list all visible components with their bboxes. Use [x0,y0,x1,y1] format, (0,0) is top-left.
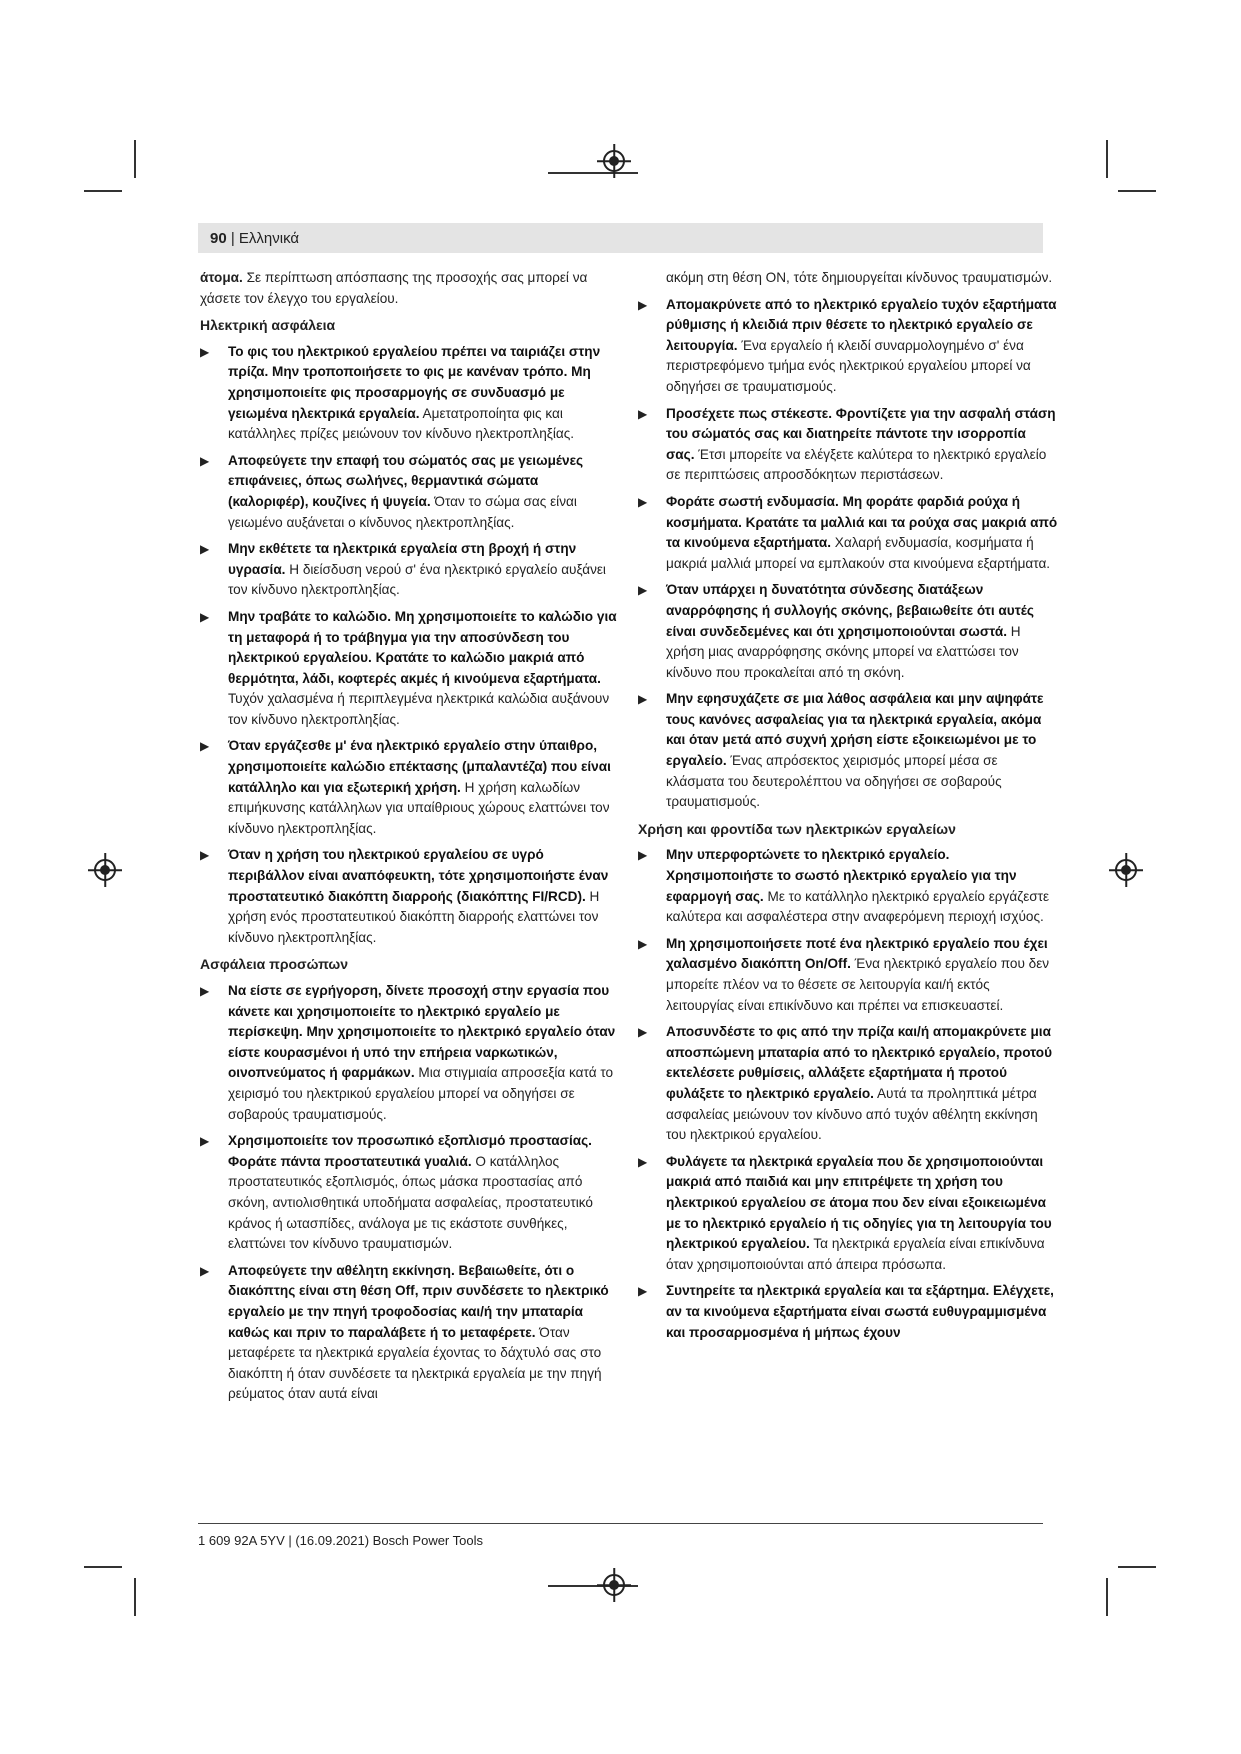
safety-item [638,1152,1058,1276]
header-separator: | [226,230,239,247]
bullet-arrow-icon: ▶ [638,583,648,598]
safety-item [200,736,620,839]
safety-item [638,404,1058,486]
left-column [200,268,620,1411]
item-text: Με το κατάλληλο ηλεκτρικό εργαλείο εργάζεστε καλύτερα και ασφαλέστερα στην αναφερόμενη περιοχή ισχύος. [666,888,1050,925]
registration-mark-icon [603,150,625,172]
bullet-arrow-icon: ▶ [200,1263,210,1278]
footer-divider [198,1523,1043,1524]
safety-item [200,342,620,445]
item-text: Η διείσδυση νερού σ' ένα ηλεκτρικό εργαλείο αυξάνει τον κίνδυνο ηλεκτροπληξίας. [228,561,606,598]
item-bold: Όταν η χρήση του ηλεκτρικού εργαλείου σε υγρό περιβάλλον είναι αναπόφευκτη, τότε χρησιμοποιήστε έναν προστατευτικό διακόπτη διαρροής (διακόπτης FI/RCD). [228,847,609,904]
item-text: Χαλαρή ενδυμασία, κοσμήματα ή μακριά μαλλιά μπορεί να εμπλακούν στα κινούμενα εξαρτήματα. [666,535,1051,571]
bullet-arrow-icon: ▶ [638,692,648,707]
bullet-arrow-icon: ▶ [200,848,210,863]
item-bold: Προσέχετε πως στέκεστε. Φροντίζετε για την ασφαλή στάση του σώματός σας και διατηρείτε πάντοτε την ισορροπία σας. [666,405,1056,462]
item-text: Η χρήση μιας αναρρόφησης σκόνης μπορεί να ελαττώσει τον κίνδυνο που προκαλείται από τη σκόνη. [666,623,1021,680]
item-bold: Μη χρησιμοποιήσετε ποτέ ένα ηλεκτρικό εργαλείο που έχει χαλασμένο διακόπτη On/Off. [666,935,1048,972]
item-bold: Αποσυνδέστε το φις από την πρίζα και/ή απομακρύνετε μια αποσπώμενη μπαταρία από το ηλεκτρικό εργαλείο, προτού εκτελέσετε ρυθμίσεις, αλλάξετε εξαρτήματα ή προτού φυλάξετε το ηλεκτρικό εργαλείο. [666,1024,1053,1101]
item-text: Η χρήση καλωδίων επιμήκυνσης κατάλληλων για υπαίθριους χώρους ελαττώνει τον κίνδυνο ηλεκτροπληξίας. [228,779,610,836]
bullet-arrow-icon: ▶ [638,1154,648,1169]
item-bold: Φοράτε σωστή ενδυμασία. Μη φοράτε φαρδιά ρούχα ή κοσμήματα. Κρατάτε τα μαλλιά και τα ρούχα σας μακριά από τα κινούμενα εξαρτήματα. [666,493,1058,551]
page-header-bar [198,223,1043,253]
item-text: Αμετατροποίητα φις και κατάλληλες πρίζες μειώνουν τον κίνδυνο ηλεκτροπληξίας. [228,405,575,442]
safety-item [200,451,620,533]
item-text: Ένα ηλεκτρικό εργαλείο που δεν μπορείτε πλέον να το θέσετε σε λειτουργία και/ή εκτός λειτουργίας είναι επικίνδυνο και πρέπει να επισκευαστεί. [666,956,1050,1013]
bullet-arrow-icon: ▶ [200,542,210,557]
item-text: Αυτά τα προληπτικά μέτρα ασφαλείας μειώνουν τον κίνδυνο από τυχόν αθέλητη εκκίνηση του ηλεκτρικού εργαλείου. [666,1085,1038,1143]
item-bold: Μην εκθέτετε τα ηλεκτρικά εργαλεία στη βροχή ή στην υγρασία. [228,541,577,577]
bullet-arrow-icon: ▶ [200,1134,210,1149]
item-bold: Συντηρείτε τα ηλεκτρικά εργαλεία και τα εξάρτημα. Ελέγχετε, αν τα κινούμενα εξαρτήματα είναι σωστά ευθυγραμμισμένα και προσαρμοσμένα ή μήπως έχουν [666,1283,1054,1340]
item-bold: Το φις του ηλεκτρικού εργαλείου πρέπει να ταιριάζει στην πρίζα. Μην τροποποιήσετε το φις με κανέναν τρόπο. Μη χρησιμοποιείτε φις προσαρμογής σε συνδυασμό με γειωμένα ηλεκτρικά εργαλεία. [228,343,601,421]
crop-mark [1118,190,1156,192]
intro-paragraph [200,268,620,309]
crop-mark [1106,1578,1108,1616]
crop-mark [548,172,638,174]
intro-text: Σε περίπτωση απόσπασης της προσοχής σας μπορεί να χάσετε τον έλεγχο του εργαλείου. [200,270,588,306]
item-bold: Όταν υπάρχει η δυνατότητα σύνδεσης διατάξεων αναρρόφησης ή συλλογής σκόνης, βεβαιωθείτε ότι αυτές είναι συνδεδεμένες και ότι χρησιμοποιούνται σωστά. [666,582,1034,639]
item-text: Έτσι μπορείτε να ελέγξετε καλύτερα το ηλεκτρικό εργαλείο σε περιπτώσεις απροσδόκητων περιστάσεων. [666,446,1047,483]
registration-mark-icon [94,859,116,881]
page-footer: 1 609 92A 5YV | (16.09.2021) Bosch Power Tools [198,1533,483,1548]
item-bold: Μην τραβάτε το καλώδιο. Μη χρησιμοποιείτε το καλώδιο για τη μεταφορά ή το τράβηγμα για την αποσύνδεση του ηλεκτρικού εργαλείου. Κρατάτε το καλώδιο μακριά από θερμότητα, λάδι, κοφτερές ακμές ή κινούμενα εξαρτήματα. [228,608,617,686]
safety-item [200,981,620,1125]
bullet-arrow-icon: ▶ [638,494,648,509]
crop-mark [84,190,122,192]
section-heading-electrical-safety: Ηλεκτρική ασφάλεια [200,317,336,334]
item-bold: Μην εφησυχάζετε σε μια λάθος ασφάλεια και μην αψηφάτε τους κανόνες ασφαλείας για τα ηλεκτρικά εργαλεία, ακόμα και όταν μετά από συχνή χρήση είστε εξοικειωμένοι με το εργαλείο. [666,691,1044,769]
item-bold: Απομακρύνετε από το ηλεκτρικό εργαλείο τυχόν εξαρτήματα ρύθμισης ή κλειδιά πριν θέσετε το ηλεκτρικό εργαλείο σε λειτουργία. [666,296,1057,353]
bullet-arrow-icon: ▶ [638,406,648,421]
section-heading-tool-use-care: Χρήση και φροντίδα των ηλεκτρικών εργαλείων [638,820,956,837]
item-text: Τα ηλεκτρικά εργαλεία είναι επικίνδυνα όταν χρησιμοποιούνται από άπειρα πρόσωπα. [666,1236,1045,1272]
safety-item [638,1022,1058,1146]
item-text: Όταν το σώμα σας είναι γειωμένο αυξάνεται ο κίνδυνος ηλεκτροπληξίας. [228,493,577,530]
item-bold: Να είστε σε εγρήγορση, δίνετε προσοχή στην εργασία που κάνετε και χρησιμοποιείτε το ηλεκτρικό εργαλείο με περίσκεψη. Μην χρησιμοποιείτε το ηλεκτρικό εργαλείο όταν είστε κουρασμένοι ή υπό την επήρεια ναρκωτικών, οινοπνεύματος ή φαρμάκων. [228,983,616,1081]
safety-item [638,492,1058,574]
safety-item [200,845,620,948]
bullet-arrow-icon: ▶ [200,609,210,624]
item-bold: Μην υπερφορτώνετε το ηλεκτρικό εργαλείο. Χρησιμοποιήστε το σωστό ηλεκτρικό εργαλείο για την εφαρμογή σας. [666,847,1017,904]
crop-mark [1118,1566,1156,1568]
bullet-arrow-icon: ▶ [200,984,210,998]
bullet-arrow-icon: ▶ [638,297,648,312]
crop-mark [134,140,136,178]
continued-paragraph: ακόμη στη θέση ON, τότε δημιουργείται κίνδυνος τραυματισμών. [666,270,1053,285]
item-bold: Χρησιμοποιείτε τον προσωπικό εξοπλισμό προστασίας. Φοράτε πάντα προστατευτικά γυαλιά. [228,1133,592,1169]
page-number: 90 [210,230,227,247]
item-bold: Όταν εργάζεσθε μ' ένα ηλεκτρικό εργαλείο στην ύπαιθρο, χρησιμοποιείτε καλώδιο επέκτασης (μπαλαντέζα) που είναι κατάλληλο και για εξωτερική χρήση. [228,738,611,795]
safety-item [638,934,1058,1016]
bullet-arrow-icon: ▶ [638,1025,648,1040]
safety-item [200,607,620,731]
safety-item [638,580,1058,683]
safety-item [638,845,1058,927]
item-text: Ένας απρόσεκτος χειρισμός μπορεί μέσα σε κλάσματα του δευτερολέπτου να οδηγήσει σε σοβαρούς τραυματισμούς. [666,753,1002,810]
registration-mark-icon [1115,859,1137,881]
header-language: Ελληνικά [238,230,300,247]
item-text: Τυχόν χαλασμένα ή περιπλεγμένα ηλεκτρικά καλώδια αυξάνουν τον κίνδυνο ηλεκτροπληξίας. [228,691,610,727]
bullet-arrow-icon: ▶ [638,848,648,863]
item-bold: Αποφεύγετε την επαφή του σώματός σας με γειωμένες επιφάνειες, όπως σωλήνες, θερμαντικά σώματα (καλοριφέρ), κουζίνες ή ψυγεία. [228,452,584,509]
bullet-arrow-icon: ▶ [200,453,210,468]
safety-item [200,1131,620,1255]
section-heading-personal-safety: Ασφάλεια προσώπων [200,956,349,973]
crop-mark [84,1566,122,1568]
item-text: Μια στιγμιαία απροσεξία κατά το χειρισμό του ηλεκτρικού εργαλείου μπορεί να οδηγήσει σε σοβαρούς τραυματισμούς. [228,1065,614,1122]
page-header [210,230,299,247]
bullet-arrow-icon: ▶ [638,1284,648,1299]
crop-mark [1106,140,1108,178]
safety-item [200,539,620,601]
intro-bold: άτομα. [200,270,243,285]
crop-mark [134,1578,136,1616]
safety-item [638,295,1058,398]
safety-item [200,1261,620,1405]
item-text: Ο κατάλληλος προστατευτικός εξοπλισμός, όπως μάσκα προστασίας από σκόνη, αντιολισθητικά υποδήματα ασφαλείας, προστατευτικό κράνος ή ωτασπίδες, ανάλογα με τις εκάστοτε συνθήκες, ελαττώνει τον κίνδυνο τραυματισμών. [228,1153,593,1252]
safety-item [638,1281,1058,1343]
item-bold: Φυλάγετε τα ηλεκτρικά εργαλεία που δε χρησιμοποιούνται μακριά από παιδιά και μην επιτρέψετε τη χρήση του ηλεκτρικού εργαλείου σε άτομα που δεν είναι εξοικειωμένα με το ηλεκτρικό εργαλείο ή τις οδηγίες για τη λειτουργία του ηλεκτρικού εργαλείου. [666,1153,1052,1252]
bullet-arrow-icon: ▶ [638,936,648,951]
registration-mark-icon [603,1574,625,1596]
item-text: Η χρήση ενός προστατευτικού διακόπτη διαρροής ελαττώνει τον κίνδυνο ηλεκτροπληξίας. [228,888,600,945]
bullet-arrow-icon: ▶ [200,739,210,754]
item-bold: Αποφεύγετε την αθέλητη εκκίνηση. Βεβαιωθείτε, ότι ο διακόπτης είναι στη θέση Off, πριν συνδέσετε το ηλεκτρικό εργαλείο με την πηγή τροφοδοσίας και/ή την μπαταρία καθώς και πριν το παραλάβετε ή το μεταφέρετε. [228,1262,609,1340]
item-text: Όταν μεταφέρετε τα ηλεκτρικά εργαλεία έχοντας το δάχτυλό σας στο διακόπτη ή όταν συνδέσετε τα ηλεκτρικά εργαλεία με την πηγή ρεύματος όταν αυτά είναι [228,1324,602,1402]
right-column [638,268,1058,1349]
bullet-arrow-icon: ▶ [200,344,210,359]
safety-item [638,689,1058,813]
item-text: Ένα εργαλείο ή κλειδί συναρμολογημένο σ' ένα περιστρεφόμενο τμήμα ενός ηλεκτρικού εργαλείου μπορεί να οδηγήσει σε τραυματισμούς. [666,337,1031,394]
